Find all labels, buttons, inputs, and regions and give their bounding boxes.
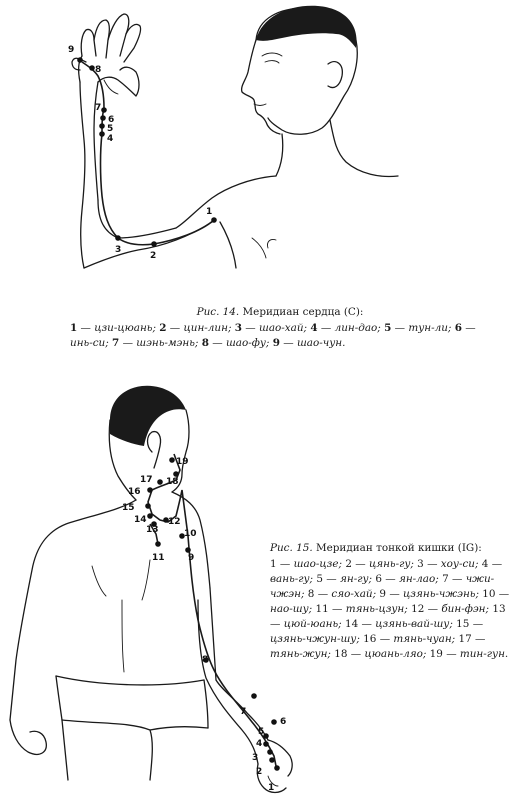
label-ig7: 7	[240, 707, 247, 717]
label-c4: 4	[107, 134, 114, 144]
label-c9: 9	[68, 45, 75, 55]
point-ig1	[274, 765, 280, 771]
label-ig8: 8	[202, 655, 209, 665]
point-ig18	[173, 471, 179, 477]
figure-14-legend: 1 — цзи-цюань; 2 — цин-лин; 3 — шао-хай; 4 — лин-дао; 5 — тун-ли; 6 — инь-си; 7 — шэнь-мэнь; 8 — шао-фу; 9 — шао-чун.	[70, 322, 476, 349]
label-c8: 8	[95, 65, 102, 75]
label-ig19: 19	[176, 457, 189, 467]
label-c1: 1	[206, 207, 213, 217]
point-ig9	[185, 547, 191, 553]
figure-15-label: Рис. 15.	[270, 542, 313, 554]
point-ig4	[263, 741, 269, 747]
figure-15-points	[145, 457, 280, 771]
label-ig12: 12	[168, 517, 181, 527]
figure-15-caption	[270, 541, 510, 662]
figure-15-title: Меридиан тонкой кишки (IG):	[315, 542, 482, 554]
figure-15-caption-head	[270, 541, 510, 556]
label-ig14: 14	[134, 515, 147, 525]
point-ig11	[155, 541, 161, 547]
point-ig7	[251, 693, 257, 699]
point-ig14	[147, 513, 153, 519]
label-ig5: 5	[258, 727, 265, 737]
point-ig2	[269, 757, 275, 763]
label-ig10: 10	[184, 529, 197, 539]
label-c6: 6	[108, 115, 115, 125]
label-ig4: 4	[256, 739, 263, 749]
label-c7: 7	[95, 103, 102, 113]
point-ig3	[267, 749, 273, 755]
figure-14-title: Меридиан сердца (С):	[242, 306, 364, 318]
label-ig13: 13	[146, 525, 159, 535]
figure-14-label: Рис. 14.	[196, 306, 240, 318]
label-ig3: 3	[252, 753, 259, 763]
point-ig16	[147, 487, 153, 493]
label-ig17: 17	[140, 475, 153, 485]
label-c5: 5	[107, 124, 114, 134]
label-ig16: 16	[128, 487, 141, 497]
label-ig9: 9	[188, 553, 195, 563]
label-ig6: 6	[280, 717, 287, 727]
figure-15-legend: 1 — шао-цзе; 2 — цянь-гу; 3 — хоу-си; 4 — вань-гу; 5 — ян-гу; 6 — ян-лао; 7 — чжи-чжэн; 8 — сяо-хай; 9 — цзянь-чжэнь; 10 — нао-шу; 11 — тянь-цзун; 12 — бин-фэн; 13 — цюй-юань; 14 — цзянь-вай-шу; 15 — цзянь-чжун-шу; 16 — тянь-чуан; 17 — тянь-жун; 18 — цюань-ляо; 19 — тин-гун.	[270, 558, 510, 660]
label-ig1: 1	[268, 783, 275, 793]
label-c3: 3	[115, 245, 122, 255]
label-ig2: 2	[256, 767, 263, 777]
point-ig15	[145, 503, 151, 509]
label-ig11: 11	[152, 553, 165, 563]
point-ig6	[271, 719, 277, 725]
point-ig17	[157, 479, 163, 485]
label-ig18: 18	[166, 477, 179, 487]
point-ig19	[169, 457, 175, 463]
label-c2: 2	[150, 251, 157, 261]
label-ig15: 15	[122, 503, 135, 513]
